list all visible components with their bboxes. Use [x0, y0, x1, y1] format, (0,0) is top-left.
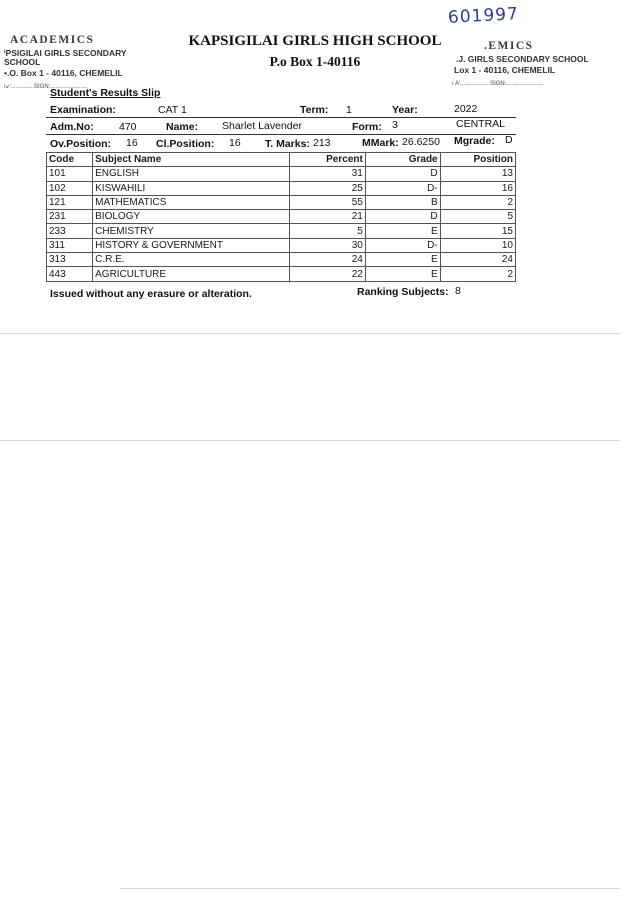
results-table: [46, 152, 516, 282]
mean-mark-label: MMark:: [362, 137, 399, 149]
stamp-school-line: ⁱPSIGILAI GIRLS SECONDARY SCHOOL: [4, 48, 127, 67]
cell-subject: ENGLISH: [93, 167, 290, 181]
stamp-sign-line: ı↙:.............SIGN:......................: [4, 83, 88, 90]
cell-position: 2: [440, 195, 515, 209]
cell-position: 13: [440, 167, 515, 181]
school-address: P.o Box 1-40116: [269, 54, 361, 69]
table-row: [47, 253, 516, 267]
adm-no-label: Adm.No:: [50, 121, 94, 133]
cell-grade: B: [365, 195, 440, 209]
cell-subject: KISWAHILI: [93, 181, 290, 195]
table-row: [47, 238, 516, 252]
cell-position: 5: [440, 210, 515, 224]
header-percent: Percent: [289, 153, 365, 167]
table-row: [47, 267, 516, 281]
table-row: [47, 167, 516, 181]
header-code: Code: [47, 153, 93, 167]
total-marks-label: T. Marks:: [265, 138, 310, 150]
adm-no-value: 470: [119, 121, 137, 133]
cell-subject: AGRICULTURE: [93, 267, 290, 281]
form-value: 3: [392, 119, 398, 131]
cell-percent: 30: [289, 238, 365, 252]
header-position: Position: [440, 153, 515, 167]
cell-percent: 24: [289, 253, 365, 267]
cell-subject: HISTORY & GOVERNMENT: [93, 238, 290, 252]
table-row: [47, 195, 516, 209]
cell-position: 24: [440, 253, 515, 267]
cell-code: 102: [47, 181, 93, 195]
cell-subject: CHEMISTRY: [93, 224, 290, 238]
cell-code: 443: [47, 267, 93, 281]
cell-percent: 31: [289, 167, 365, 181]
mean-grade-label: Mgrade:: [454, 135, 495, 147]
cl-position-label: Cl.Position:: [156, 138, 215, 150]
cell-code: 101: [47, 167, 93, 181]
ov-position-label: Ov.Position:: [50, 138, 112, 150]
cell-grade: D: [365, 167, 440, 181]
school-name: KAPSIGILAI GIRLS HIGH SCHOOL: [188, 33, 442, 49]
scan-artifact-line: [0, 333, 620, 334]
stamp-sign-line: ı Aⁱ..................SIGN:......................: [452, 80, 544, 87]
cell-subject: BIOLOGY: [93, 210, 290, 224]
cell-code: 313: [47, 253, 93, 267]
slip-title: Student's Results Slip: [50, 87, 161, 99]
mean-grade-value: D: [505, 134, 513, 146]
handwritten-reference-number: 601997: [447, 4, 520, 28]
cell-percent: 55: [289, 195, 365, 209]
cell-subject: C.R.E.: [93, 253, 290, 267]
cell-percent: 21: [289, 210, 365, 224]
stamp-address-line: •.O. Box 1 - 40116, CHEMELIL: [4, 67, 123, 78]
cell-grade: D-: [365, 181, 440, 195]
term-value: 1: [346, 104, 352, 116]
cell-position: 16: [440, 181, 515, 195]
scan-artifact-line: [0, 440, 620, 441]
cell-subject: MATHEMATICS: [93, 195, 290, 209]
stamp-title: ACADEMICS: [10, 34, 95, 46]
cl-position-value: 16: [229, 137, 241, 149]
ranking-subjects-value: 8: [455, 285, 461, 297]
name-label: Name:: [166, 121, 199, 133]
student-name-value: Sharlet Lavender: [222, 120, 302, 132]
scan-artifact-line: [120, 888, 620, 889]
header-grade: Grade: [365, 153, 440, 167]
academics-stamp-left: [4, 34, 154, 90]
cell-percent: 25: [289, 181, 365, 195]
issued-statement: Issued without any erasure or alteration.: [50, 288, 252, 300]
cell-code: 121: [47, 195, 93, 209]
table-row: [47, 224, 516, 238]
cell-position: 10: [440, 238, 515, 252]
stamp-school-line: .J. GIRLS SECONDARY SCHOOL: [456, 54, 589, 65]
ranking-subjects-label: Ranking Subjects:: [357, 286, 449, 298]
cell-code: 311: [47, 238, 93, 252]
cell-position: 2: [440, 267, 515, 281]
info-divider: [46, 134, 516, 135]
cell-grade: E: [365, 267, 440, 281]
examination-label: Examination:: [50, 104, 116, 116]
cell-percent: 22: [289, 267, 365, 281]
header-subject-name: Subject Name: [93, 153, 290, 167]
year-label: Year:: [392, 104, 418, 116]
year-value: 2022: [454, 103, 478, 115]
table-row: [47, 210, 516, 224]
stamp-title: .EMICS: [484, 40, 534, 52]
cell-code: 231: [47, 210, 93, 224]
stamp-address-line: Lox 1 - 40116, CHEMELIL: [454, 64, 556, 75]
cell-grade: E: [365, 224, 440, 238]
form-label: Form:: [352, 121, 382, 133]
table-row: [47, 181, 516, 195]
cell-percent: 5: [289, 224, 365, 238]
total-marks-value: 213: [313, 137, 331, 149]
cell-grade: E: [365, 253, 440, 267]
table-header-row: [47, 153, 516, 167]
cell-position: 15: [440, 224, 515, 238]
cell-grade: D: [365, 210, 440, 224]
mean-mark-value: 26.6250: [402, 136, 440, 148]
stream-value: CENTRAL: [456, 118, 506, 130]
examination-value: CAT 1: [158, 104, 187, 116]
info-divider: [46, 117, 516, 118]
term-label: Term:: [300, 104, 329, 116]
academics-stamp-right: [452, 40, 592, 87]
ov-position-value: 16: [126, 137, 138, 149]
cell-code: 233: [47, 224, 93, 238]
cell-grade: D-: [365, 238, 440, 252]
